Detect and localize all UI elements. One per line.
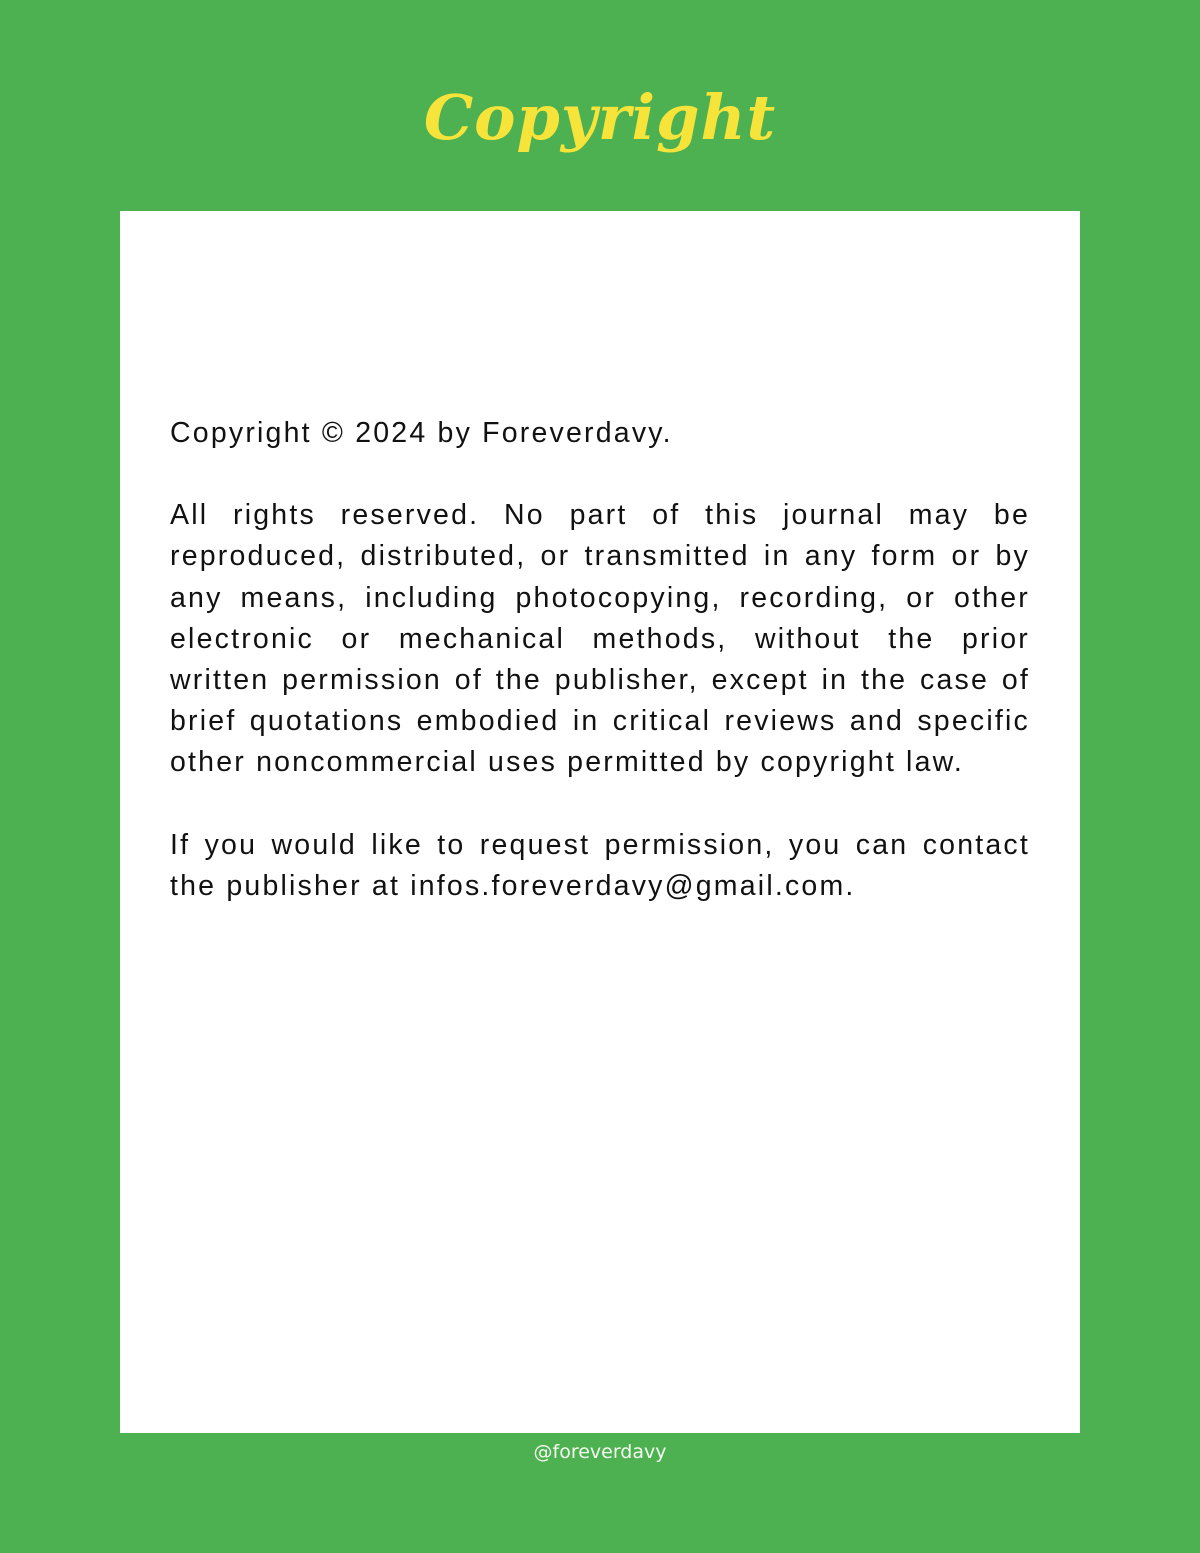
rights-paragraph: All rights reserved. No part of this journal may be reproduced, distributed, or transmitted in any form or by any means, including photocopying, recording, or other electronic or mechanical methods, without the prior written permission of the publisher, except in the case of brief quotations embodied in critical reviews and specific other noncommercial uses permitted by copyright law.: [170, 499, 1030, 779]
contact-paragraph: If you would like to request permission, you can contact the publisher at infos.foreverdavy@gmail.com.: [170, 828, 1030, 902]
copyright-text-block: [170, 413, 1030, 948]
footer-handle: @foreverdavy: [533, 1441, 667, 1463]
content-panel: [120, 211, 1080, 1433]
copyright-line: Copyright © 2024 by Foreverdavy.: [170, 417, 673, 449]
page-title: Copyright: [423, 81, 777, 154]
